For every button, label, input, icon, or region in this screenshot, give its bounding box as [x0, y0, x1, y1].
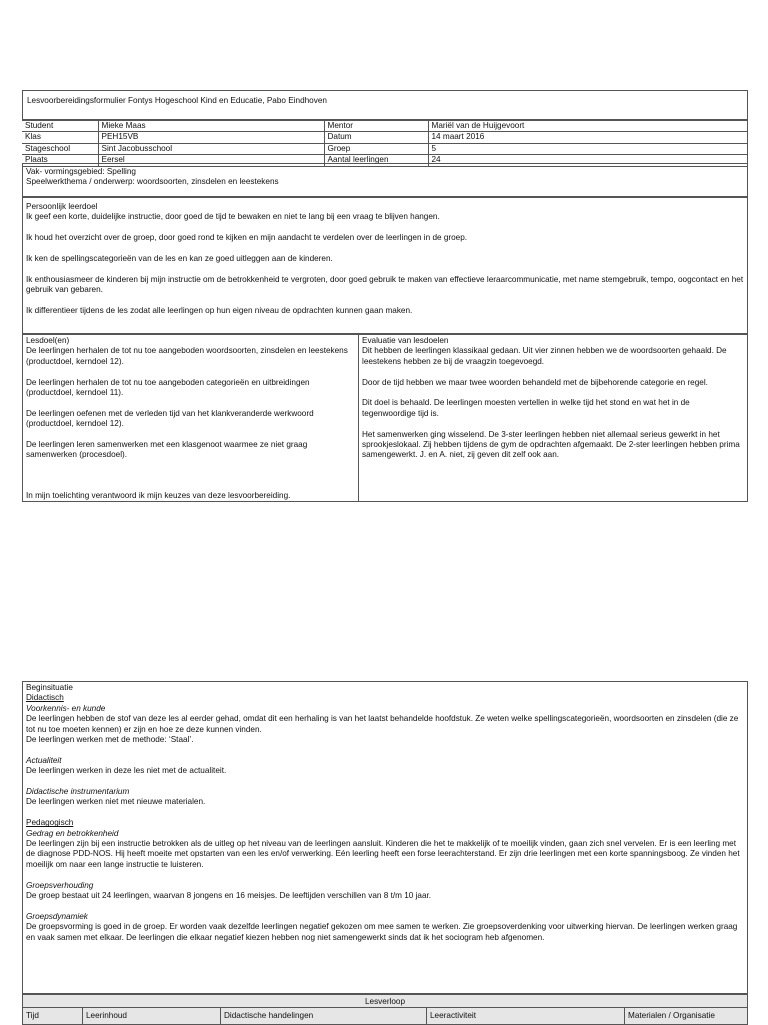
gedrag-text: De leerlingen zijn bij een instructie betrokken als de uitleg op het niveau van de leerlingen aansluit. Kinderen die het te makkelijk of te moeilijk vinden, gaan zich snel vervelen. Er is een leerling met de diagnose PDD-NOS. Hij heeft moeite met opstarten van een les en/of verwerking. Eén leerling heeft een forse leerachterstand. Er zijn drie leerlingen met een korte spanningsboog. Ze vinden het moeilijk om naar een lange instructie te luisteren.	[26, 839, 740, 869]
info-value: 5	[428, 143, 748, 154]
lesverloop-table	[22, 1007, 748, 1025]
info-value: 14 maart 2016	[428, 132, 748, 143]
personal-goal-item: Ik enthousiasmeer de kinderen bij mijn instructie om de betrokkenheid te vergroten, door goed gebruik te maken van effectieve leraarcommunicatie, met name stemgebruik, tempo, oogcontact en het gebruik van gebaren.	[26, 274, 744, 295]
info-label: Plaats	[22, 155, 98, 166]
evaluation-item: Door de tijd hebben we maar twee woorden behandeld met de bijbehorende categorie en regel.	[362, 377, 708, 387]
evaluation-item: Dit hebben de leerlingen klassikaal gedaan. Uit vier zinnen hebben we de woordsoorten gehaald. De leestekens hebben ze bij de vraagzin toegevoegd.	[362, 346, 727, 366]
voorkennis-label: Voorkennis- en kunde	[26, 703, 106, 713]
groepsdynamiek-label: Groepsdynamiek	[26, 911, 88, 921]
personal-goal-item: Ik houd het overzicht over de groep, door goed rond te kijken en mijn aandacht te verdelen over de leerlingen in de groep.	[26, 233, 468, 243]
lesverloop-column-header: Leerinhoud	[83, 1008, 221, 1025]
info-label: Groep	[324, 143, 428, 154]
info-value: 24	[428, 155, 748, 166]
lesverloop-column-header: Didactische handelingen	[221, 1008, 427, 1025]
actualiteit-label: Actualiteit	[26, 755, 62, 765]
instrumentarium-text: De leerlingen werken niet met nieuwe materialen.	[26, 797, 206, 807]
didactisch-heading: Didactisch	[26, 693, 64, 703]
info-row-stageschool	[22, 143, 748, 154]
evaluation-item: Dit doel is behaald. De leerlingen moesten vertellen in welke tijd het stond en wat het in de tegenwoordige tijd is.	[362, 398, 690, 418]
lesson-goal-item: De leerlingen herhalen de tot nu toe aangeboden woordsoorten, zinsdelen en leestekens (productdoel, kerndoel 12).	[26, 346, 348, 366]
subject-box	[22, 163, 748, 197]
evaluation-heading: Evaluatie van lesdoelen	[362, 336, 449, 345]
personal-goal-heading: Persoonlijk leerdoel	[26, 202, 98, 211]
info-label: Stageschool	[22, 143, 98, 154]
methode-text: De leerlingen werken met de methode: ‘Staal’.	[26, 735, 194, 745]
pedagogisch-heading: Pedagogisch	[26, 818, 74, 828]
vak-line: Vak- vormingsgebied: Spelling	[26, 167, 136, 176]
form-title-row	[22, 90, 748, 120]
lesverloop-column-header: Tijd	[23, 1008, 83, 1025]
groepsverhouding-text: De groep bestaat uit 24 leerlingen, waarvan 8 jongens en 16 meisjes. De leeftijden verschillen van 8 t/m 10 jaar.	[26, 891, 432, 901]
info-table	[22, 120, 748, 167]
lesverloop-title-bar	[22, 994, 748, 1008]
info-value: Mieke Maas	[98, 121, 324, 132]
personal-goal-box	[22, 197, 748, 334]
lesson-goals-heading: Lesdoel(en)	[26, 336, 70, 345]
personal-goal-item: Ik differentieer tijdens de les zodat alle leerlingen op hun eigen niveau de opdrachten kunnen gaan maken.	[26, 306, 413, 315]
info-label: Aantal leerlingen	[324, 155, 428, 166]
actualiteit-text: De leerlingen werken in deze les niet met de actualiteit.	[26, 766, 227, 776]
info-row-klas	[22, 132, 748, 143]
evaluation-item: Het samenwerken ging wisselend. De 3-ster leerlingen hebben niet allemaal serieus gewerkt in het sprookjeslokaal. Zij hebben tijdens de gym de opdrachten afgemaakt. De 2-ster leerlingen hebben prima samengewerkt. J. en A. niet, zij geven dit zelf ook aan.	[362, 429, 740, 460]
info-label: Datum	[324, 132, 428, 143]
lesson-goal-item: De leerlingen herhalen de tot nu toe aangeboden categorieën en uitbreidingen (productdoel, kerndoel 11).	[26, 377, 310, 398]
lesverloop-column-header: Leeractiviteit	[427, 1008, 625, 1025]
evaluation-box	[358, 334, 748, 502]
info-label: Mentor	[324, 121, 428, 132]
info-value: Eersel	[98, 155, 324, 166]
lesson-goal-item: De leerlingen leren samenwerken met een klasgenoot waarmee ze niet graag samenwerken (procesdoel).	[26, 440, 308, 460]
info-value: PEH15VB	[98, 132, 324, 143]
info-label: Student	[22, 121, 98, 132]
beginsituatie-box	[22, 681, 748, 994]
lesverloop-column-header: Materialen / Organisatie	[625, 1008, 748, 1025]
info-row-student	[22, 121, 748, 132]
form-title: Lesvoorbereidingsformulier Fontys Hogeschool Kind en Educatie, Pabo Eindhoven	[27, 96, 327, 105]
beginsituatie-heading: Beginsituatie	[26, 683, 73, 692]
groepsverhouding-label: Groepsverhouding	[26, 880, 94, 890]
groepsdynamiek-text: De groepsvorming is goed in de groep. Er worden vaak dezelfde leerlingen negatief gekozen om mee samen te werken. Zie groepsoverdenking voor uitwerking hiervan. De leerlingen werken graag en vaak samen met elkaar. De leerlingen die elkaar negatief kiezen hebben nog niet samengewerkt sinds dat ik het sociogram heb afgenomen.	[26, 922, 738, 942]
voorkennis-text: De leerlingen hebben de stof van deze les al eerder gehad, omdat dit een herhaling is van het laatst behandelde hoofdstuk. Ze weten welke spellingscategorieën, woordsoorten en zinsdelen (die ze tot nu toe moeten kennen) er zijn en hoe ze deze kunnen vinden.	[26, 714, 739, 734]
lesson-goal-item: De leerlingen oefenen met de verleden tijd van het klankveranderde werkwoord (productdoel, kerndoel 12).	[26, 408, 314, 429]
personal-goal-item: Ik geef een korte, duidelijke instructie, door goed de tijd te bewaken en niet te lang bij een vraag te blijven hangen.	[26, 212, 440, 222]
instrumentarium-label: Didactische instrumentarium	[26, 787, 130, 797]
info-value: Sint Jacobusschool	[98, 143, 324, 154]
info-label: Klas	[22, 132, 98, 143]
lesson-goals-footer: In mijn toelichting verantwoord ik mijn keuzes van deze lesvoorbereiding.	[26, 490, 291, 500]
theme-line: Speelwerkthema / onderwerp: woordsoorten, zinsdelen en leestekens	[26, 177, 279, 187]
info-value: Mariël van de Huijgevoort	[428, 121, 748, 132]
personal-goal-item: Ik ken de spellingscategorieën van de les en kan ze goed uitleggen aan de kinderen.	[26, 254, 333, 263]
gedrag-label: Gedrag en betrokkenheid	[26, 828, 119, 838]
lesson-goals-box	[22, 334, 359, 502]
lesverloop-title: Lesverloop	[364, 997, 406, 1006]
